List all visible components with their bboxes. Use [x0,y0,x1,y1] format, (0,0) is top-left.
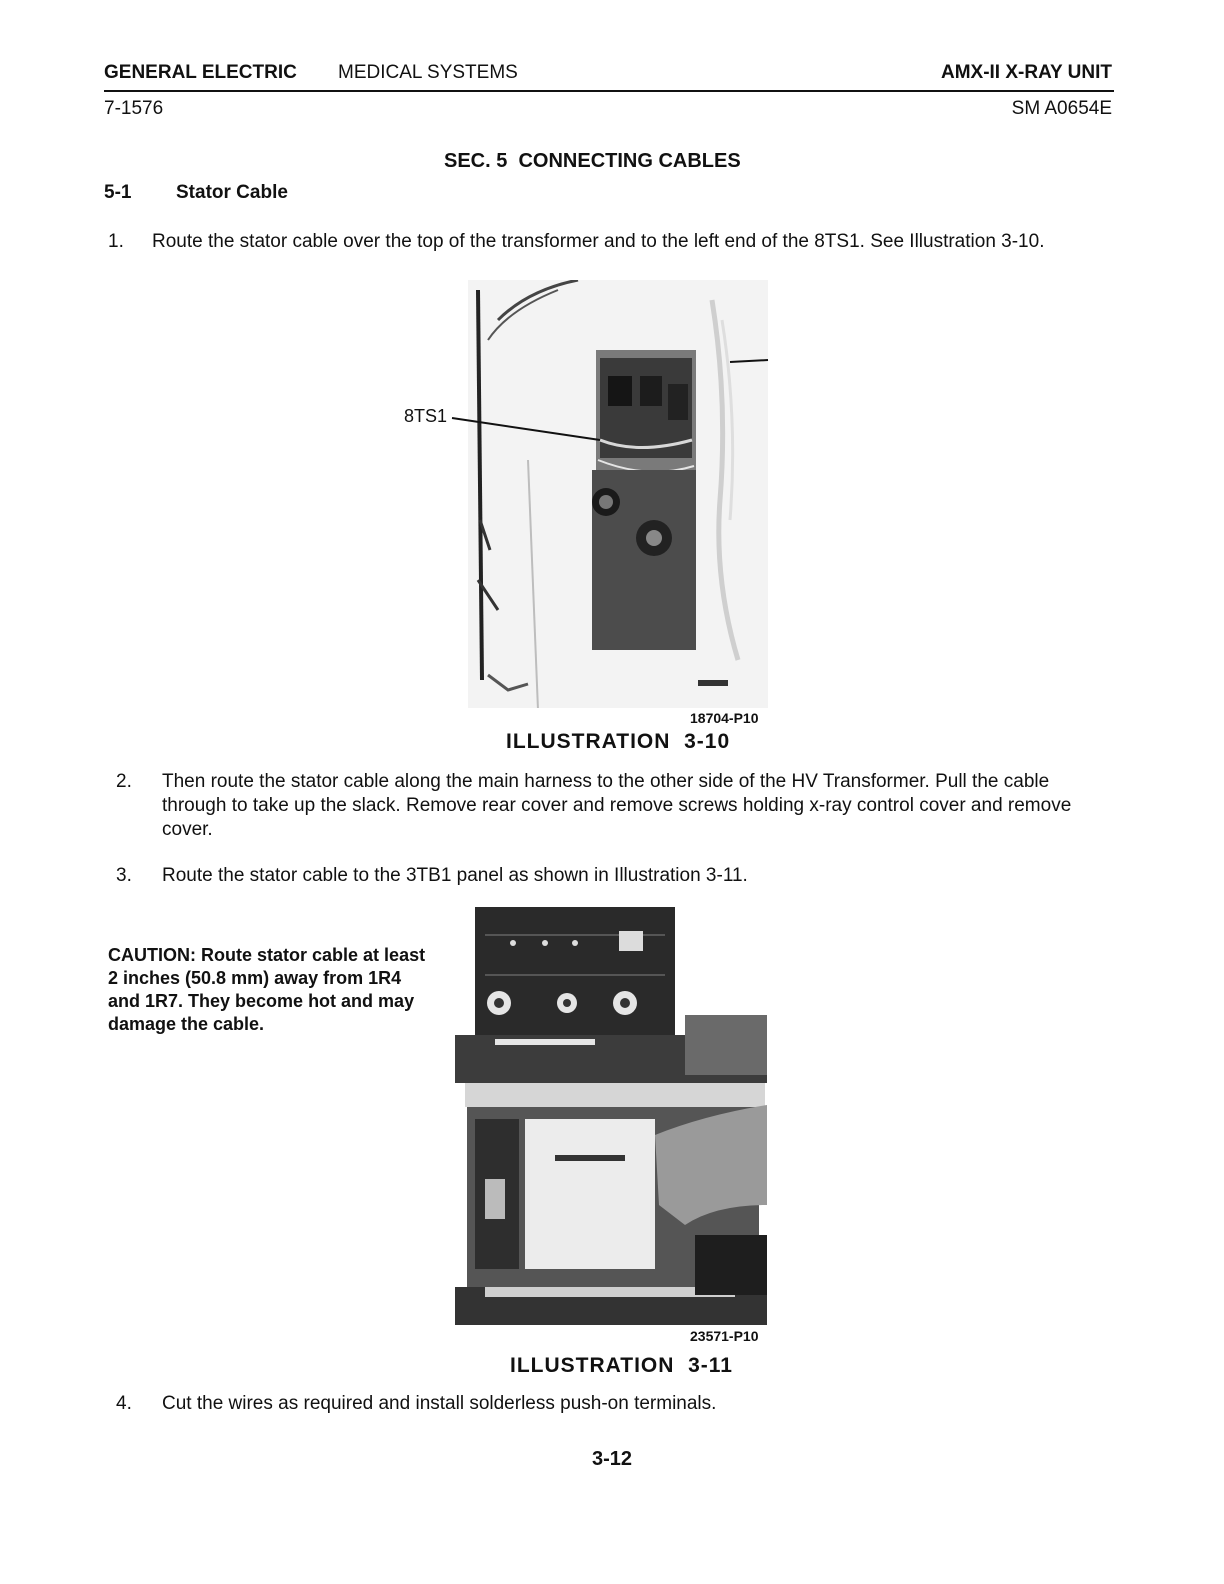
caution-text: Route stator cable at least 2 inches (50.8 mm) away from 1R4 and 1R7. They become hot and may damage the cable. [108,945,426,1034]
step-text: Cut the wires as required and install solderless push-on terminals. [162,1393,717,1414]
header-manual-number: SM A0654E [1011,98,1112,119]
caution-label: CAUTION: [108,945,196,965]
header-doc-code: 7-1576 [104,98,164,119]
figure-caption: ILLUSTRATION 3-10 [506,730,731,753]
step-text: Route the stator cable to the 3TB1 panel as shown in Illustration 3-11. [162,865,748,886]
subsection-number: 5-1 [104,182,132,203]
callout-8ts1: 8TS1 [404,406,448,426]
header-product: AMX-II X-RAY UNIT [940,62,1112,83]
section-title: SEC. 5 CONNECTING CABLES [444,150,741,172]
header-rule [104,90,1114,92]
figure-number: 23571-P10 [690,1328,759,1344]
figure-leader-lines [400,270,780,470]
step-number: 3. [116,865,132,886]
step-number: 2. [116,771,132,792]
caution-note [108,944,428,1036]
header-company: GENERAL ELECTRIC [104,62,297,83]
step-number: 4. [116,1393,132,1414]
subsection-title: Stator Cable [176,182,288,203]
header-division: MEDICAL SYSTEMS [338,62,518,83]
page-number: 3-12 [592,1448,633,1470]
step-text: Then route the stator cable along the main harness to the other side of the HV Transformer. Pull the cable through to take up the slack. Remove rear cover and remove screws holding x-ray control cover and remove cover. [162,771,1072,840]
step-text: Route the stator cable over the top of the transformer and to the left end of the 8TS1. See Illustration 3-10. [152,231,1045,252]
photo-3tb1-panel [455,905,767,1325]
step-number: 1. [108,231,124,252]
figure-caption: ILLUSTRATION 3-11 [510,1354,733,1377]
figure-number: 18704-P10 [690,710,759,726]
